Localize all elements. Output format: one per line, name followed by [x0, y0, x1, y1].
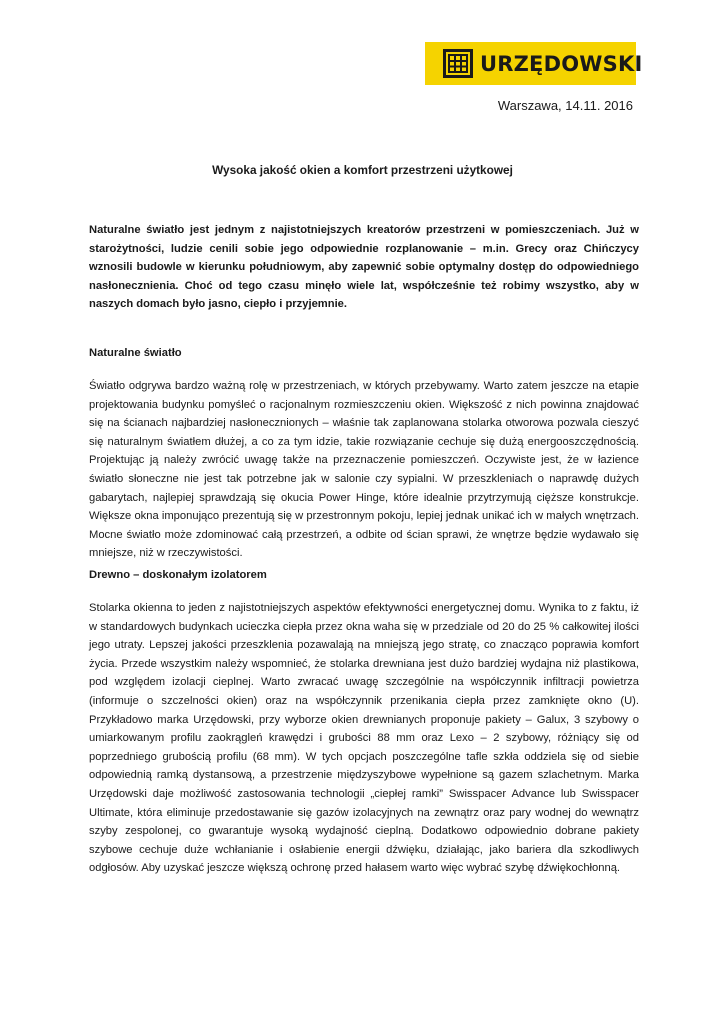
brand-name: URZĘDOWSKI	[480, 52, 643, 76]
document-date: Warszawa, 14.11. 2016	[497, 98, 633, 113]
section-heading-wood-insulator: Drewno – doskonałym izolatorem	[89, 569, 267, 581]
window-frame-icon	[443, 49, 473, 78]
brand-logo	[425, 42, 643, 85]
document-title: Wysoka jakość okien a komfort przestrzeni użytkowej	[212, 163, 513, 177]
section-heading-natural-light: Naturalne światło	[89, 347, 182, 359]
section-body-wood-insulator: Stolarka okienna to jeden z najistotniejszych aspektów efektywności energetycznej domu. Wynika to z faktu, iż w standardowych budynkach ucieczka ciepła przez okna waha się w przedziale od 20 do 25 % całkowitej ilości jego utraty. Lepszej jakości przeszklenia pozawalają na mniejszą jego stratę, co znacząco poprawia komfort życia. Przede wszystkim należy wspomnieć, że stolarka drewniana jest dużo bardziej wydajna niż plastikowa, pod względem izolacji cieplnej. Warto zwracać uwagę szczególnie na współczynnik infiltracji powietrza (informuje o szczelności okien) oraz na współczynnik przenikania ciepła przez zamknięte okno (U). Przykładowo marka Urzędowski, przy wyborze okien drewnianych proponuje pakiety – Galux, 3 szybowy o umiarkowanym profilu zaokrągleń krawędzi i grubości 88 mm oraz Lexo – 2 szybowy, różniący się od poprzedniego grubością profilu (68 mm). W tych opcjach poszczególne tafle szkła oddziela się od siebie odpowiednią ramką dystansową, a przestrzenie międzyszybowe wypełnione są gazem szlachetnym. Marka Urzędowski daje możliwość zastosowania technologii „ciepłej ramki” Swisspacer Advance lub Swisspacer Ultimate, która eliminuje przedostawanie się gazów izolacyjnych na zewnątrz oraz pary wodnej do wewnątrz szyby zespolonej, co gwarantuje wysoką wydajność cieplną. Dodatkowo odpowiednio dobrane pakiety szybowe cechuje duże wchłanianie i osłabienie energii dźwięku, działając, jako bariera dla szkodliwych odgłosów. Aby uzyskać jeszcze większą ochronę przed hałasem warto więc wybrać szybę dźwiękochłonną.	[89, 602, 639, 875]
section-body-natural-light: Światło odgrywa bardzo ważną rolę w przestrzeniach, w których przebywamy. Warto zatem jeszcze na etapie projektowania budynku pomyśleć o racjonalnym rozmieszczeniu okien. Większość z nich powinna znajdować się na ścianach najbardziej nasłonecznionych – właśnie tak zaplanowana stolarka otworowa pozwala cieszyć się naturalnym światłem dłużej, a co za tym idzie, takie rozwiązanie cechuje się dużą energooszczędnością. Projektując ją należy zwrócić uwagę także na przeznaczenie pomieszczeń. Oczywiste jest, że w łazience światło słoneczne nie jest tak potrzebne jak w salonie czy sypialni. W przeszkleniach o naprawdę dużych gabarytach, najlepiej sprawdzają się okucia Power Hinge, które idealnie przytrzymują cięższe konstrukcje. Większe okna imponująco prezentują się w przestronnym pokoju, lepiej jednak unikać ich w małych wnętrzach. Mocne światło może zdominować całą przestrzeń, a odbite od ścian sprawi, że wnętrze będzie wydawało się mniejsze, niż w rzeczywistości.	[89, 380, 639, 560]
lead-paragraph: Naturalne światło jest jednym z najistotniejszych kreatorów przestrzeni w pomieszczeniach. Już w starożytności, ludzie cenili sobie jego odpowiednie rozplanowanie – m.in. Grecy oraz Chińczycy wznosili budowle w kierunku południowym, aby zapewnić sobie optymalny dostęp do odpowiedniego nasłonecznienia. Choć od tego czasu minęło wiele lat, współcześnie też robimy wszystko, aby w naszych domach było jasno, ciepło i przyjemnie.	[89, 224, 639, 311]
